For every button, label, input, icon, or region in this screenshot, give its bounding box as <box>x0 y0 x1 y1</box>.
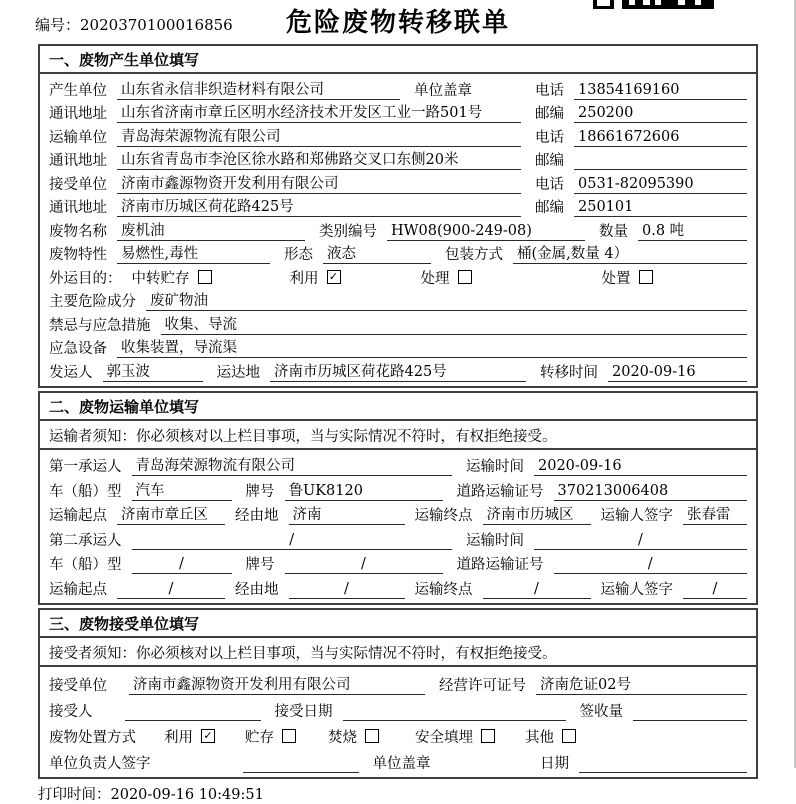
route-row <box>49 501 747 526</box>
field-label: 包装方式 <box>445 247 503 263</box>
first-carrier-value: 青岛海荣源物流有限公司 <box>132 454 453 476</box>
disposal-method-row <box>49 721 747 747</box>
packaging-value: 桶(金属,数量 4） <box>513 242 747 264</box>
field-label: 运输人签字 <box>600 508 673 524</box>
shipper-row <box>49 358 747 382</box>
form-title: 危险废物转移联单 <box>285 8 510 38</box>
unit-seal-label: 单位盖章 <box>414 82 472 99</box>
field-label: 运输起点 <box>49 508 107 524</box>
origin2-value: / <box>117 581 225 599</box>
print-time-value: 2020-09-16 10:49:51 <box>110 786 264 803</box>
producer-phone-value: 13854169160 <box>574 82 747 100</box>
field-label: 数量 <box>599 223 628 240</box>
checkbox-icon: ✓ <box>201 729 215 743</box>
checkbox-icon <box>198 270 212 284</box>
receiver-phone-value: 0531-82095390 <box>574 176 747 194</box>
field-label: 运输时间 <box>466 532 524 549</box>
transfer-date-value: 2020-09-16 <box>608 364 747 382</box>
field-label: 第一承运人 <box>49 459 122 475</box>
field-label: 应急设备 <box>49 341 107 357</box>
checkbox-icon <box>481 729 495 743</box>
section-transporter-title: 二、废物运输单位填写 <box>40 393 756 421</box>
vehicle-type-value: 汽车 <box>132 479 232 501</box>
section-producer <box>38 44 758 388</box>
emergency-equipment-value: 收集装置，导流渠 <box>117 336 747 358</box>
field-label: 通讯地址 <box>49 153 107 169</box>
transporter-unit-row <box>49 123 747 147</box>
field-label: 运输终点 <box>414 508 473 524</box>
producer-name-value: 山东省永信非织造材料有限公司 <box>117 78 400 100</box>
field-label: 邮编 <box>535 153 564 169</box>
checkbox-option <box>164 726 215 747</box>
print-time <box>38 783 796 804</box>
checkbox-icon: ✓ <box>327 270 341 284</box>
field-label: 道路运输证号 <box>456 483 544 500</box>
field-label: 电话 <box>535 129 564 146</box>
field-label: 车（船）型 <box>49 483 122 500</box>
receiver-person-value <box>125 703 261 721</box>
section-receiver-rows <box>40 667 756 777</box>
plate-number2-value: / <box>285 556 443 574</box>
checkbox-icon <box>639 270 653 284</box>
receiver-notice: 接受者须知：你必须核对以上栏目事项，当与实际情况不符时，有权拒绝接受。 <box>40 638 756 667</box>
field-label: 外运目的： <box>49 270 122 287</box>
destination-value: 济南市历城区荷花路425号 <box>270 360 526 382</box>
document-header <box>0 0 796 44</box>
field-label: 牌号 <box>245 557 275 573</box>
checkbox-label: 安全填埋 <box>415 729 473 746</box>
producer-unit-row <box>49 76 747 100</box>
checkbox-option <box>421 267 472 288</box>
checkbox-label: 焚烧 <box>328 729 357 746</box>
checkbox-option <box>602 267 653 288</box>
checkbox-icon <box>282 729 296 743</box>
field-label: 产生单位 <box>49 82 107 99</box>
receiver-unit-row <box>49 170 747 194</box>
field-label: 形态 <box>284 247 313 263</box>
first-carrier-row <box>49 452 747 477</box>
checkbox-icon <box>458 270 472 284</box>
field-label: 运输时间 <box>466 459 524 475</box>
field-label: 经由地 <box>235 581 279 598</box>
field-label: 通讯地址 <box>49 106 107 122</box>
hazard-component-row <box>49 288 747 312</box>
field-label: 转移时间 <box>540 364 598 381</box>
road-permit2-value: / <box>554 556 748 574</box>
endpoint-value: 济南市历城区 <box>483 503 591 525</box>
checkbox-label: 贮存 <box>245 729 274 746</box>
serial-label: 编号： <box>35 16 81 34</box>
receiver-name-value: 济南市鑫源物资开发利用有限公司 <box>117 172 521 194</box>
plate-number-value: 鲁UK8120 <box>285 479 443 501</box>
origin-value: 济南市章丘区 <box>117 503 225 525</box>
qr-code-icon <box>593 0 715 10</box>
field-label: 运输终点 <box>414 581 473 598</box>
field-label: 经由地 <box>235 508 279 524</box>
vehicle-type2-value: / <box>132 556 232 574</box>
receive-date-value <box>343 703 566 721</box>
route2-row <box>49 574 747 599</box>
unit-seal-label: 单位盖章 <box>372 755 431 772</box>
receive-unit-row <box>49 669 747 695</box>
field-label: 接受人 <box>49 703 93 720</box>
field-label: 日期 <box>540 755 569 772</box>
checkbox-option <box>328 726 379 747</box>
received-quantity-value <box>633 703 747 721</box>
license-number-value: 济南危证02号 <box>536 673 747 695</box>
checkbox-label: 处理 <box>420 270 450 287</box>
road-permit-value: 370213006408 <box>554 483 748 501</box>
via2-value: / <box>289 581 405 599</box>
field-label: 类别编号 <box>319 223 377 240</box>
field-label: 运输起点 <box>49 581 107 598</box>
section-receiver <box>38 608 758 779</box>
transport-date-value: 2020-09-16 <box>534 458 747 476</box>
shipper-name-value: 郭玉波 <box>103 360 203 382</box>
field-label: 道路运输证号 <box>456 557 544 573</box>
section-producer-rows <box>40 74 756 386</box>
field-label: 废物特性 <box>49 247 107 263</box>
field-label: 禁忌与应急措施 <box>49 317 151 334</box>
carrier-signature-value: 张春雷 <box>683 503 747 525</box>
field-label: 邮编 <box>535 106 564 122</box>
hazard-component-value: 废矿物油 <box>146 289 747 311</box>
checkbox-option <box>245 726 296 747</box>
responsible-signature-row <box>49 747 747 773</box>
waste-name-value: 废机油 <box>117 219 305 241</box>
transfer-purpose-row <box>49 264 747 288</box>
field-label: 车（船）型 <box>49 557 122 573</box>
receiver-postcode-value: 250101 <box>574 199 747 217</box>
checkbox-label: 中转贮存 <box>131 270 190 287</box>
transporter-address-row <box>49 147 747 171</box>
print-time-label: 打印时间： <box>38 786 111 803</box>
field-label: 电话 <box>535 176 564 193</box>
field-label: 运输单位 <box>49 129 107 146</box>
field-label: 运输人签字 <box>600 581 673 598</box>
emergency-measure-value: 收集、导流 <box>161 313 748 335</box>
vehicle2-row <box>49 550 747 575</box>
waste-quantity-value: 0.8 吨 <box>638 219 747 241</box>
checkbox-option <box>290 267 341 288</box>
receiver-person-row <box>49 695 747 721</box>
checkbox-label: 利用 <box>289 270 319 287</box>
checkbox-option <box>132 267 212 288</box>
transporter-postcode-value <box>574 152 747 170</box>
responsible-signature-value <box>243 755 359 773</box>
field-label: 主要危险成分 <box>49 294 136 310</box>
field-label: 邮编 <box>535 200 564 216</box>
transporter-phone-value: 18661672606 <box>574 129 747 147</box>
section-transporter-rows <box>40 450 756 603</box>
checkbox-label: 其他 <box>525 729 554 746</box>
checkbox-icon <box>365 729 379 743</box>
transporter-name-value: 青岛海荣源物流有限公司 <box>117 125 521 147</box>
waste-property-value: 易燃性,毒性 <box>117 242 270 264</box>
waste-property-row <box>49 241 747 265</box>
serial-value: 2020370100016856 <box>80 16 233 34</box>
field-label: 接受日期 <box>274 703 333 720</box>
field-label: 第二承运人 <box>49 532 122 549</box>
waste-name-row <box>49 217 747 241</box>
receiver-address-value: 济南市历城区荷花路425号 <box>117 195 521 217</box>
field-label: 接受单位 <box>49 677 107 694</box>
section-transporter <box>38 391 758 605</box>
emergency-measure-row <box>49 311 747 335</box>
producer-address-row <box>49 100 747 124</box>
field-label: 签收量 <box>579 703 623 720</box>
section-receiver-title: 三、废物接受单位填写 <box>40 610 756 638</box>
emergency-equipment-row <box>49 335 747 359</box>
seal-date-value <box>579 755 747 773</box>
checkbox-icon <box>562 729 576 743</box>
producer-postcode-value: 250200 <box>574 105 747 123</box>
endpoint2-value: / <box>483 581 591 599</box>
carrier-signature2-value: / <box>683 581 747 599</box>
waste-form-value: 液态 <box>323 242 431 264</box>
via-value: 济南 <box>289 503 405 525</box>
transport-date2-value: / <box>534 532 747 550</box>
field-label: 接受单位 <box>49 176 107 193</box>
field-label: 发运人 <box>49 364 93 381</box>
field-label: 电话 <box>535 82 564 99</box>
producer-address-value: 山东省济南市章丘区明水经济技术开发区工业一路501号 <box>117 101 521 123</box>
vehicle-row <box>49 476 747 501</box>
second-carrier-value: / <box>132 532 453 550</box>
transporter-notice: 运输者须知：你必须核对以上栏目事项，当与实际情况不符时，有权拒绝接受。 <box>40 421 756 450</box>
checkbox-option <box>415 726 495 747</box>
receive-unit-value: 济南市鑫源物资开发利用有限公司 <box>129 673 425 695</box>
field-label: 运达地 <box>216 364 260 381</box>
section-producer-title: 一、废物产生单位填写 <box>40 46 756 74</box>
transporter-address-value: 山东省青岛市李沧区徐水路和郑佛路交叉口东侧20米 <box>117 148 521 170</box>
field-label: 通讯地址 <box>49 200 107 216</box>
field-label: 废物处置方式 <box>49 729 136 746</box>
checkbox-label: 处置 <box>601 270 631 287</box>
field-label: 经营许可证号 <box>439 677 526 694</box>
checkbox-option <box>525 726 576 747</box>
checkbox-label: 利用 <box>164 729 193 746</box>
receiver-address-row <box>49 194 747 218</box>
second-carrier-row <box>49 525 747 550</box>
field-label: 废物名称 <box>49 223 107 240</box>
field-label: 牌号 <box>245 483 275 500</box>
waste-code-value: HW08(900-249-08) <box>387 223 585 241</box>
field-label: 单位负责人签字 <box>49 755 151 772</box>
